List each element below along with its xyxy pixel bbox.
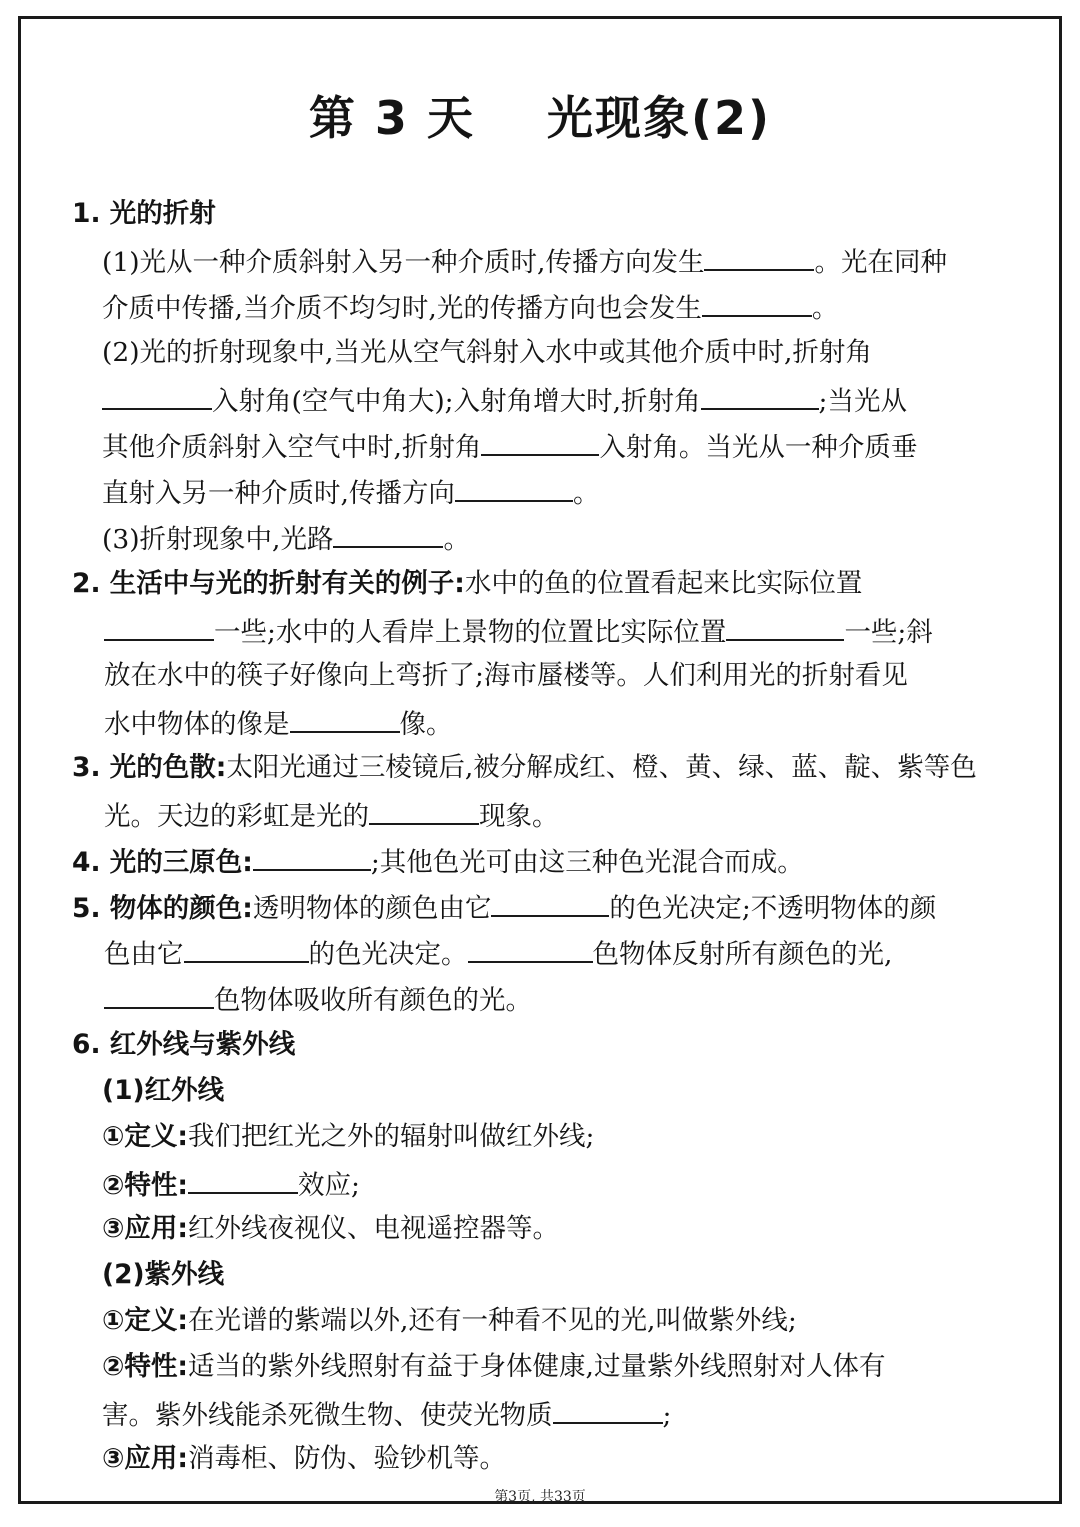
fill-blank[interactable]: [704, 243, 814, 271]
page-footer: 第3页, 共33页: [494, 1489, 586, 1505]
fill-blank[interactable]: [468, 935, 593, 963]
fill-blank[interactable]: [188, 1166, 298, 1194]
fill-blank[interactable]: [104, 981, 214, 1009]
s2-line-1: 2. 生活中与光的折射有关的例子:水中的鱼的位置看起来比实际位置: [72, 568, 863, 599]
s3-line-2: 光。天边的彩虹是光的 现象。: [104, 797, 559, 834]
fill-blank[interactable]: [726, 613, 844, 641]
ir-application: ③应用:红外线夜视仪、电视遥控器等。: [102, 1213, 560, 1244]
s1-line-6: 直射入另一种介质时,传播方向 。: [102, 474, 599, 511]
s1-line-7: (3)折射现象中,光路 。: [102, 520, 470, 557]
section-2-heading: 2. 生活中与光的折射有关的例子:: [72, 568, 465, 599]
fill-blank[interactable]: [491, 889, 609, 917]
fill-blank[interactable]: [333, 520, 443, 548]
s4-line-1: 4. 光的三原色: ;其他色光可由这三种色光混合而成。: [72, 843, 804, 880]
section-4-heading: 4. 光的三原色:: [72, 847, 253, 878]
fill-blank[interactable]: [481, 428, 599, 456]
section-1-heading: 1. 光的折射: [72, 198, 216, 229]
uv-application: ③应用:消毒柜、防伪、验钞机等。: [102, 1443, 507, 1474]
ir-heading: (1)红外线: [102, 1075, 225, 1106]
uv-heading: (2)紫外线: [102, 1259, 225, 1290]
fill-blank[interactable]: [102, 382, 212, 410]
section-3-heading: 3. 光的色散:: [72, 752, 227, 783]
fill-blank[interactable]: [290, 705, 400, 733]
s5-line-1: 5. 物体的颜色:透明物体的颜色由它 的色光决定;不透明物体的颜: [72, 889, 936, 926]
s1-line-4: 入射角(空气中角大);入射角增大时,折射角 ;当光从: [102, 382, 907, 419]
s5-line-2: 色由它 的色光决定。 色物体反射所有颜色的光,: [104, 935, 892, 972]
fill-blank[interactable]: [553, 1396, 663, 1424]
uv-property-2: 害。紫外线能杀死微生物、使荧光物质 ;: [102, 1396, 671, 1433]
s1-line-3: (2)光的折射现象中,当光从空气斜射入水中或其他介质中时,折射角: [102, 337, 872, 368]
uv-definition: ①定义:在光谱的紫端以外,还有一种看不见的光,叫做紫外线;: [102, 1305, 797, 1336]
section-5-heading: 5. 物体的颜色:: [72, 893, 253, 924]
s3-line-1: 3. 光的色散:太阳光通过三棱镜后,被分解成红、橙、黄、绿、蓝、靛、紫等色: [72, 752, 977, 783]
fill-blank[interactable]: [702, 289, 812, 317]
s2-line-4: 水中物体的像是 像。: [104, 705, 453, 742]
fill-blank[interactable]: [455, 474, 573, 502]
s5-line-3: 色物体吸收所有颜色的光。: [104, 981, 532, 1018]
uv-property-1: ②特性:适当的紫外线照射有益于身体健康,过量紫外线照射对人体有: [102, 1351, 886, 1382]
fill-blank[interactable]: [701, 382, 819, 410]
s2-line-3: 放在水中的筷子好像向上弯折了;海市蜃楼等。人们利用光的折射看见: [104, 660, 908, 691]
fill-blank[interactable]: [184, 935, 309, 963]
s1-line-1: (1)光从一种介质斜射入另一种介质时,传播方向发生 。光在同种: [102, 243, 947, 280]
fill-blank[interactable]: [104, 613, 214, 641]
s1-line-2: 介质中传播,当介质不均匀时,光的传播方向也会发生 。: [102, 289, 838, 326]
ir-property: ②特性: 效应;: [102, 1166, 360, 1203]
fill-blank[interactable]: [369, 797, 479, 825]
fill-blank[interactable]: [253, 843, 371, 871]
section-6-heading: 6. 红外线与紫外线: [72, 1029, 296, 1060]
ir-definition: ①定义:我们把红光之外的辐射叫做红外线;: [102, 1121, 595, 1152]
page-title: 第 3 天 光现象(2): [308, 91, 772, 145]
s1-line-5: 其他介质斜射入空气中时,折射角 入射角。当光从一种介质垂: [102, 428, 917, 465]
s2-line-2: 一些;水中的人看岸上景物的位置比实际位置 一些;斜: [104, 613, 933, 650]
